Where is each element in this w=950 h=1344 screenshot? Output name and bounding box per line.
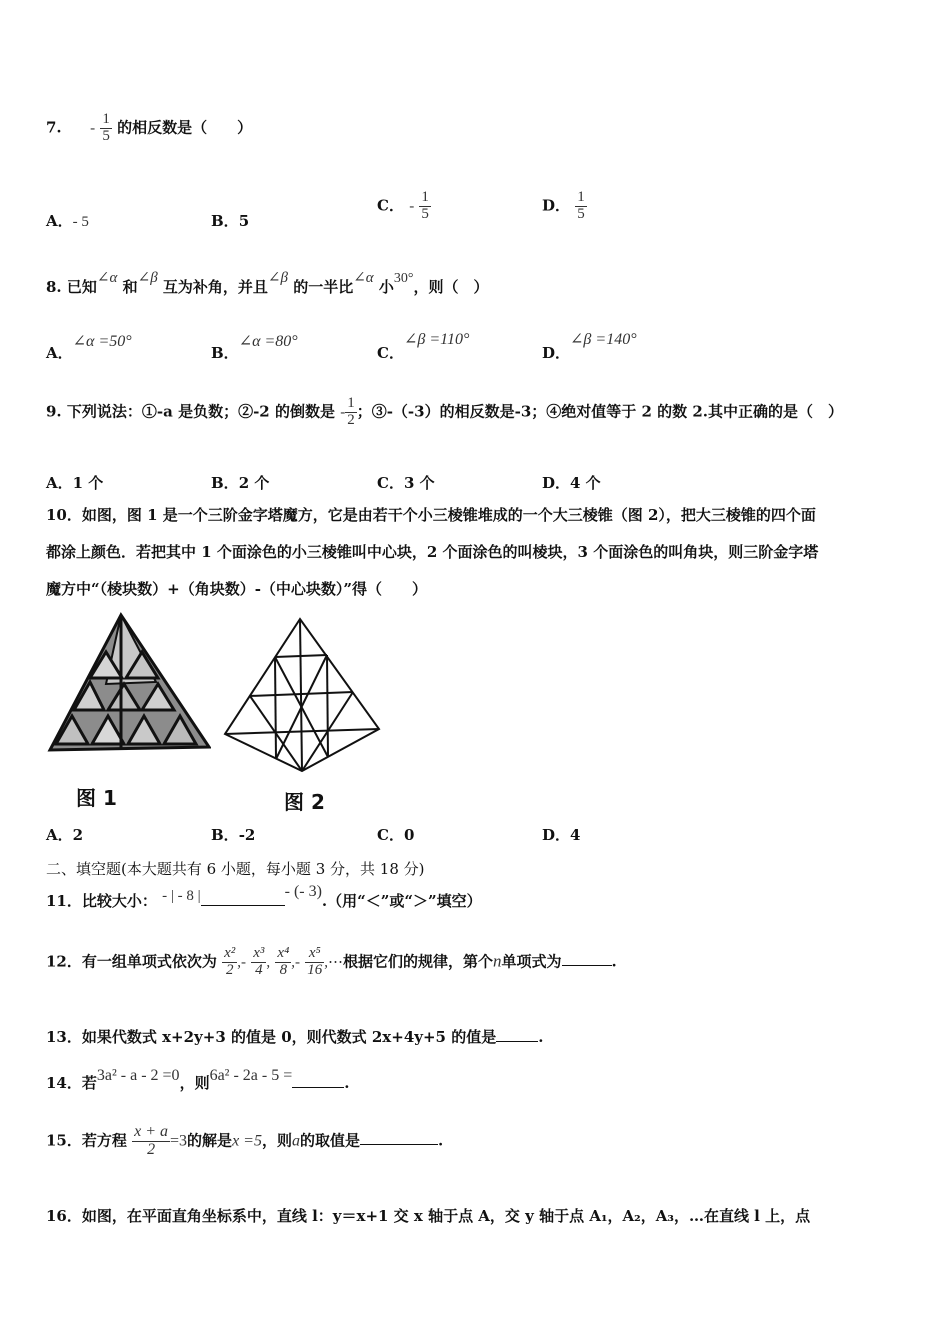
q10-option-d[interactable]: D．4 [542, 826, 581, 844]
q12-answer-blank[interactable] [562, 965, 612, 966]
beta-symbol-2: ∠β [267, 270, 288, 286]
q10-option-b[interactable]: B．-2 [211, 826, 256, 844]
q9-number: 9. [46, 402, 62, 421]
q15-fraction: $\frac{x + a}{2}$ [134, 1123, 169, 1158]
q14-expression-1: 3a² - a - 2 =0 [96, 1067, 180, 1084]
q7-number: 7. [46, 118, 62, 137]
q12-term-4: $\frac{\text{x⁵}}{16}$ [307, 945, 323, 978]
alpha-symbol-2: ∠α [353, 270, 374, 286]
q7-option-c[interactable]: C． - $\frac{1}{5}$ [377, 189, 429, 222]
question-11: 11．比较大小： - | - 8 | - (- 3).（用“＜”或“＞”填空） [46, 883, 482, 910]
figure-2-tetrahedron [222, 616, 382, 776]
section-2-heading: 二、填空题(本大题共有 6 小题，每小题 3 分，共 18 分) [46, 860, 425, 878]
q13-answer-blank[interactable] [496, 1041, 538, 1042]
q8-option-c[interactable]: C．∠β =110° [377, 331, 470, 362]
beta-symbol: ∠β [137, 270, 158, 286]
q8-option-a[interactable]: A．∠α =50° [46, 333, 132, 362]
q12-term-1: $\frac{\text{x²}}{2}$ [224, 945, 236, 978]
q11-answer-blank[interactable] [201, 905, 285, 906]
question-12: 12．有一组单项式依次为 $\frac{\text{x²}}{2}$ ,- $\frac{\text{x³}}{4}$ , $\frac{\text{x⁴}}{8}$ ,- $\frac{\text{x⁵}}{16}$ ,⋯根据它们的规律，第个n单项式为 . [46, 945, 617, 978]
q10-line-2: 都涂上颜色．若把其中 1 个面涂色的小三棱锥叫中心块，2 个面涂色的叫棱块，3 个面涂色的叫角块，则三阶金字塔 [46, 543, 819, 561]
q11-left-expr: - | - 8 | [162, 888, 201, 904]
q7-fraction: $\frac{1}{5}$ [102, 111, 110, 144]
q10-option-a[interactable]: A．2 [46, 826, 84, 844]
q7-option-d[interactable]: D． $\frac{1}{5}$ [542, 189, 585, 222]
q7-option-a[interactable]: A．- 5 [46, 212, 89, 230]
q9-option-c[interactable]: C．3 个 [377, 474, 435, 492]
q9-fraction: $\frac{1}{2}$ [347, 395, 355, 428]
q10-option-c[interactable]: C．0 [377, 826, 415, 844]
question-15: 15．若方程 $\frac{x + a}{2}$ =3的解是x =5，则a的取值是 . [46, 1123, 444, 1158]
figure-1-label: 图 1 [76, 786, 117, 810]
q7-text: 的相反数是（ ） [117, 118, 253, 137]
q9-option-a[interactable]: A．1 个 [46, 474, 104, 492]
q14-expression-2: 6a² - 2a - 5 = [209, 1067, 293, 1084]
q15-answer-blank[interactable] [360, 1144, 438, 1145]
q14-answer-blank[interactable] [292, 1087, 344, 1088]
q8-option-b[interactable]: B．∠α =80° [211, 333, 298, 362]
figure-1-pyramid-cube [46, 612, 211, 772]
figure-2-label: 图 2 [284, 790, 325, 814]
q12-term-2: $\frac{\text{x³}}{4}$ [253, 945, 265, 978]
q9-option-d[interactable]: D．4 个 [542, 474, 601, 492]
q10-line-3: 魔方中“（棱块数）+（角块数）-（中心块数）”得（ ） [46, 580, 428, 598]
alpha-symbol: ∠α [96, 270, 118, 286]
question-13: 13．如果代数式 x+2y+3 的值是 0，则代数式 2x+4y+5 的值是 . [46, 1028, 544, 1046]
q11-right-expr: - (- 3) [284, 883, 322, 900]
q15-solution: x =5 [232, 1132, 262, 1150]
q7-fraction-sign: - [90, 120, 96, 137]
q9-option-b[interactable]: B．2 个 [211, 474, 270, 492]
q8-option-d[interactable]: D．∠β =140° [542, 331, 637, 362]
q12-term-3: $\frac{\text{x⁴}}{8}$ [277, 945, 290, 978]
question-14: 14．若3a² - a - 2 =0，则6a² - 2a - 5 = . [46, 1067, 350, 1092]
q10-line-1: 10．如图，图 1 是一个三阶金字塔魔方，它是由若干个小三棱锥堆成的一个大三棱锥（图 2），把大三棱锥的四个面 [46, 506, 816, 524]
thirty-degrees: 30° [393, 271, 414, 286]
question-16: 16．如图，在平面直角坐标系中，直线 l：y＝x+1 交 x 轴于点 A，交 y 轴于点 A₁，A₂，A₃，…在直线 l 上，点 [46, 1207, 811, 1225]
q7-option-b[interactable]: B．5 [211, 212, 250, 230]
q8-number: 8. [46, 278, 62, 296]
